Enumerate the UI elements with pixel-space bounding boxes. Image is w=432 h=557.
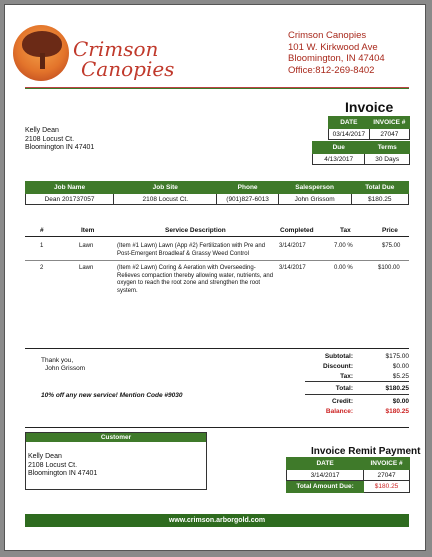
remit-table: [286, 457, 410, 493]
discount-value: $0.00: [392, 363, 409, 370]
items-bottom-divider: [25, 348, 409, 349]
invoice-page: [4, 4, 426, 551]
total-value: $180.25: [385, 385, 409, 392]
logo-trunk: [40, 53, 45, 69]
job-name-header: Job Name: [26, 182, 114, 194]
balance-label: Balance:: [325, 408, 353, 415]
date-header: DATE: [329, 117, 370, 129]
company-address2: Bloomington, IN 47404: [288, 53, 385, 64]
price-header: Price: [382, 227, 398, 234]
subtotal-value: $175.00: [385, 353, 409, 360]
row-price: $75.00: [382, 243, 401, 249]
items-header-divider: [25, 236, 409, 237]
company-address1: 101 W. Kirkwood Ave: [288, 41, 378, 53]
job-name: Dean 201737057: [26, 194, 114, 205]
invoice-title: Invoice: [345, 99, 394, 115]
remit-title: Invoice Remit Payment: [311, 446, 421, 457]
signer-name: John Grissom: [45, 365, 86, 372]
customer-header: Customer: [26, 433, 206, 442]
invoice-meta-table: [328, 116, 410, 140]
logo-line1: Crimson: [73, 37, 159, 61]
credit-label: Credit:: [332, 398, 353, 405]
logo-wordmark: [69, 39, 174, 79]
job-site: 2108 Locust Ct.: [114, 194, 217, 205]
remit-total: $180.25: [364, 481, 410, 493]
remit-divider: [25, 427, 409, 428]
totals-divider-2: [305, 394, 409, 395]
invoice-number-header: INVOICE #: [369, 117, 409, 129]
row-num: 2: [40, 265, 44, 271]
row-completed: 3/14/2017: [279, 243, 306, 249]
footer-website-link[interactable]: www.crimson.arborgold.com: [25, 514, 409, 527]
remit-total-label: Total Amount Due:: [287, 481, 364, 493]
discount-label: Discount:: [323, 363, 353, 370]
terms-header: Terms: [365, 142, 410, 154]
remit-number-header: INVOICE #: [364, 458, 410, 470]
company-phone: Office:812-269-8402: [288, 64, 375, 76]
phone-header: Phone: [217, 182, 278, 194]
promo-text: 10% off any new service! Mention Code #9030: [41, 392, 183, 399]
row-description: (Item #2 Lawn) Coring & Aeration with Overseeding- Relieves compaction thereby allowing water, nutrients, and oxygen to reach the root zone and strengthen the root system.: [117, 265, 274, 294]
totals-divider: [305, 381, 409, 382]
tax-header: Tax: [340, 227, 351, 234]
row-item: Lawn: [79, 265, 94, 271]
row-divider: [25, 260, 409, 261]
remit-date: 3/14/2017: [287, 470, 364, 481]
tax-value: $5.25: [392, 373, 409, 380]
customer-box: [25, 432, 207, 490]
company-name: Crimson Canopies: [288, 30, 367, 41]
subtotal-label: Subtotal:: [324, 353, 353, 360]
job-table: [25, 181, 409, 205]
job-header-row: [26, 182, 409, 194]
bill-to-street: 2108 Locust Ct.: [25, 135, 75, 143]
due-terms-table: [312, 141, 410, 165]
customer-address: [28, 453, 97, 479]
item-header: Item: [81, 227, 95, 234]
row-completed: 3/14/2017: [279, 265, 306, 271]
row-price: $100.00: [378, 265, 400, 271]
row-num: 1: [40, 243, 44, 249]
row-item: Lawn: [79, 243, 94, 249]
company-info: [288, 30, 385, 76]
total-label: Total:: [335, 385, 353, 392]
thanks-text: Thank you,: [41, 357, 74, 364]
job-row: [26, 194, 409, 205]
invoice-date: 03/14/2017: [329, 129, 370, 140]
thanks-note: [41, 357, 85, 373]
job-total-due: $180.25: [351, 194, 408, 205]
item-num-header: #: [40, 227, 44, 234]
job-phone: (901)827-6013: [217, 194, 278, 205]
logo-line2: Canopies: [81, 57, 175, 81]
row-tax: 7.00 %: [334, 243, 353, 249]
customer-name: Kelly Dean: [28, 453, 62, 460]
header-divider-green: [25, 88, 409, 89]
remit-number: 27047: [364, 470, 410, 481]
due-header: Due: [313, 142, 365, 154]
bill-to-name: Kelly Dean: [25, 127, 59, 134]
customer-street: 2108 Locust Ct.: [28, 461, 78, 469]
completed-header: Completed: [280, 227, 314, 234]
bill-to-city: Bloomington IN 47401: [25, 144, 95, 151]
total-due-header: Total Due: [351, 182, 408, 194]
job-site-header: Job Site: [114, 182, 217, 194]
description-header: Service Description: [165, 227, 226, 234]
row-description: (Item #1 Lawn) Lawn (App #2) Fertilization with Pre and Post-Emergent Broadleaf & Grassy Weed Control: [117, 243, 266, 257]
due-date: 4/13/2017: [313, 154, 365, 165]
balance-value: $180.25: [385, 408, 409, 415]
salesperson-header: Salesperson: [278, 182, 351, 194]
job-salesperson: John Grissom: [278, 194, 351, 205]
row-tax: 0.00 %: [334, 265, 353, 271]
remit-date-header: DATE: [287, 458, 364, 470]
customer-city: Bloomington IN 47401: [28, 470, 98, 477]
invoice-number: 27047: [369, 129, 409, 140]
bill-to-address: [25, 127, 94, 153]
tax-label: Tax:: [340, 373, 353, 380]
terms-value: 30 Days: [365, 154, 410, 165]
credit-value: $0.00: [392, 398, 409, 405]
